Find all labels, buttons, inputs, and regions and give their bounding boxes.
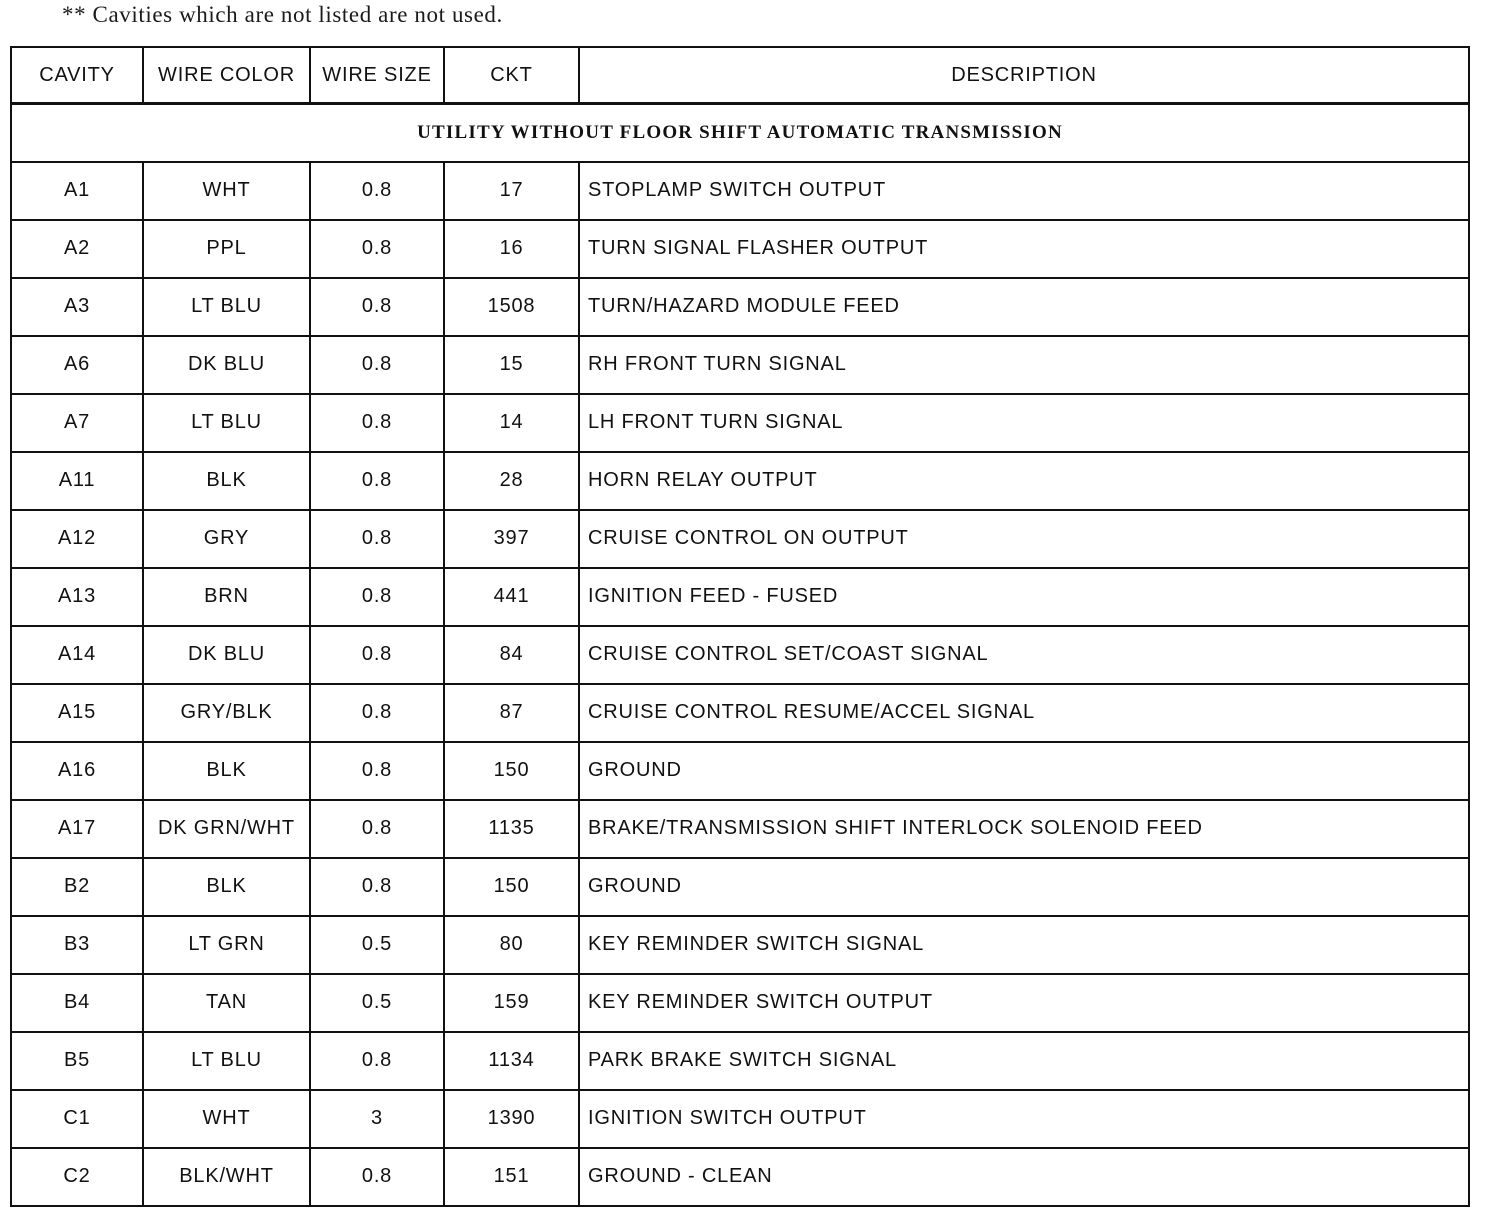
table-row	[11, 916, 1469, 974]
cell-wire-size: 0.8	[310, 858, 444, 916]
table-row	[11, 974, 1469, 1032]
table-row	[11, 336, 1469, 394]
cell-description: RH FRONT TURN SIGNAL	[579, 336, 1469, 394]
column-header-wire-color: WIRE COLOR	[143, 47, 310, 104]
cell-ckt: 1135	[444, 800, 579, 858]
cell-wire-color: BLK	[143, 858, 310, 916]
cell-cavity: A17	[11, 800, 143, 858]
table-row	[11, 220, 1469, 278]
cell-wire-color: BLK	[143, 452, 310, 510]
cell-ckt: 14	[444, 394, 579, 452]
cell-ckt: 17	[444, 162, 579, 220]
cell-cavity: B2	[11, 858, 143, 916]
cell-wire-size: 0.8	[310, 336, 444, 394]
cell-description: KEY REMINDER SWITCH OUTPUT	[579, 974, 1469, 1032]
cell-ckt: 1134	[444, 1032, 579, 1090]
column-header-ckt: CKT	[444, 47, 579, 104]
cell-description: KEY REMINDER SWITCH SIGNAL	[579, 916, 1469, 974]
cell-wire-color: BLK	[143, 742, 310, 800]
cell-wire-size: 0.8	[310, 742, 444, 800]
cell-description: CRUISE CONTROL ON OUTPUT	[579, 510, 1469, 568]
cell-ckt: 150	[444, 858, 579, 916]
cell-wire-color: LT BLU	[143, 278, 310, 336]
cell-cavity: C2	[11, 1148, 143, 1206]
table-row	[11, 162, 1469, 220]
cell-ckt: 150	[444, 742, 579, 800]
column-header-wire-size: WIRE SIZE	[310, 47, 444, 104]
table-row	[11, 278, 1469, 336]
cell-wire-color: WHT	[143, 1090, 310, 1148]
cell-cavity: C1	[11, 1090, 143, 1148]
cell-wire-size: 3	[310, 1090, 444, 1148]
cell-description: GROUND	[579, 858, 1469, 916]
cell-ckt: 15	[444, 336, 579, 394]
cell-cavity: B5	[11, 1032, 143, 1090]
cell-description: CRUISE CONTROL SET/COAST SIGNAL	[579, 626, 1469, 684]
cell-wire-size: 0.8	[310, 278, 444, 336]
cell-description: GROUND	[579, 742, 1469, 800]
cell-ckt: 151	[444, 1148, 579, 1206]
table-body	[11, 104, 1469, 1206]
cell-wire-color: LT GRN	[143, 916, 310, 974]
cell-cavity: A12	[11, 510, 143, 568]
table-row	[11, 394, 1469, 452]
cell-wire-size: 0.8	[310, 1148, 444, 1206]
cell-description: BRAKE/TRANSMISSION SHIFT INTERLOCK SOLENOID FEED	[579, 800, 1469, 858]
cell-wire-color: BLK/WHT	[143, 1148, 310, 1206]
cell-cavity: B3	[11, 916, 143, 974]
cell-wire-color: BRN	[143, 568, 310, 626]
table-row	[11, 1032, 1469, 1090]
section-row	[11, 104, 1469, 162]
table-row	[11, 626, 1469, 684]
cell-wire-color: PPL	[143, 220, 310, 278]
cell-description: GROUND - CLEAN	[579, 1148, 1469, 1206]
cell-cavity: A1	[11, 162, 143, 220]
table-row	[11, 1148, 1469, 1206]
column-header-cavity: CAVITY	[11, 47, 143, 104]
cell-cavity: A11	[11, 452, 143, 510]
cell-wire-size: 0.8	[310, 800, 444, 858]
cell-ckt: 1508	[444, 278, 579, 336]
cell-wire-color: DK BLU	[143, 336, 310, 394]
cell-wire-color: DK BLU	[143, 626, 310, 684]
cell-wire-size: 0.8	[310, 1032, 444, 1090]
cell-cavity: A7	[11, 394, 143, 452]
column-header-description: DESCRIPTION	[579, 47, 1469, 104]
cell-wire-size: 0.5	[310, 916, 444, 974]
cell-description: TURN/HAZARD MODULE FEED	[579, 278, 1469, 336]
cell-wire-color: GRY/BLK	[143, 684, 310, 742]
section-title: UTILITY WITHOUT FLOOR SHIFT AUTOMATIC TRANSMISSION	[11, 104, 1469, 162]
table-row	[11, 510, 1469, 568]
table-row	[11, 858, 1469, 916]
cell-ckt: 397	[444, 510, 579, 568]
connector-pinout-table	[10, 46, 1470, 1207]
cell-wire-size: 0.8	[310, 220, 444, 278]
cell-cavity: A3	[11, 278, 143, 336]
table-row	[11, 1090, 1469, 1148]
cell-cavity: A13	[11, 568, 143, 626]
cell-wire-size: 0.8	[310, 684, 444, 742]
cell-cavity: A14	[11, 626, 143, 684]
table-row	[11, 452, 1469, 510]
cell-wire-color: LT BLU	[143, 394, 310, 452]
cell-wire-size: 0.8	[310, 568, 444, 626]
cell-wire-size: 0.8	[310, 510, 444, 568]
cell-wire-color: LT BLU	[143, 1032, 310, 1090]
cell-ckt: 84	[444, 626, 579, 684]
cell-description: HORN RELAY OUTPUT	[579, 452, 1469, 510]
cell-ckt: 87	[444, 684, 579, 742]
cell-description: LH FRONT TURN SIGNAL	[579, 394, 1469, 452]
cell-wire-size: 0.8	[310, 626, 444, 684]
table-row	[11, 742, 1469, 800]
cell-cavity: A15	[11, 684, 143, 742]
cell-wire-color: GRY	[143, 510, 310, 568]
cell-cavity: A6	[11, 336, 143, 394]
cell-cavity: A2	[11, 220, 143, 278]
cell-cavity: B4	[11, 974, 143, 1032]
cell-wire-size: 0.5	[310, 974, 444, 1032]
cell-wire-color: WHT	[143, 162, 310, 220]
table-row	[11, 684, 1469, 742]
cell-wire-color: DK GRN/WHT	[143, 800, 310, 858]
cell-wire-size: 0.8	[310, 394, 444, 452]
cell-ckt: 1390	[444, 1090, 579, 1148]
cell-cavity: A16	[11, 742, 143, 800]
header-row	[11, 47, 1469, 104]
cell-ckt: 159	[444, 974, 579, 1032]
cell-wire-size: 0.8	[310, 452, 444, 510]
cell-ckt: 80	[444, 916, 579, 974]
cell-wire-color: TAN	[143, 974, 310, 1032]
cell-ckt: 16	[444, 220, 579, 278]
table-row	[11, 568, 1469, 626]
cell-description: IGNITION SWITCH OUTPUT	[579, 1090, 1469, 1148]
cell-description: PARK BRAKE SWITCH SIGNAL	[579, 1032, 1469, 1090]
cell-wire-size: 0.8	[310, 162, 444, 220]
cell-ckt: 441	[444, 568, 579, 626]
table-row	[11, 800, 1469, 858]
cell-description: IGNITION FEED - FUSED	[579, 568, 1469, 626]
cell-description: TURN SIGNAL FLASHER OUTPUT	[579, 220, 1469, 278]
cell-ckt: 28	[444, 452, 579, 510]
cell-description: CRUISE CONTROL RESUME/ACCEL SIGNAL	[579, 684, 1469, 742]
cell-description: STOPLAMP SWITCH OUTPUT	[579, 162, 1469, 220]
footnote-unused-cavities: ** Cavities which are not listed are not used.	[62, 2, 503, 27]
